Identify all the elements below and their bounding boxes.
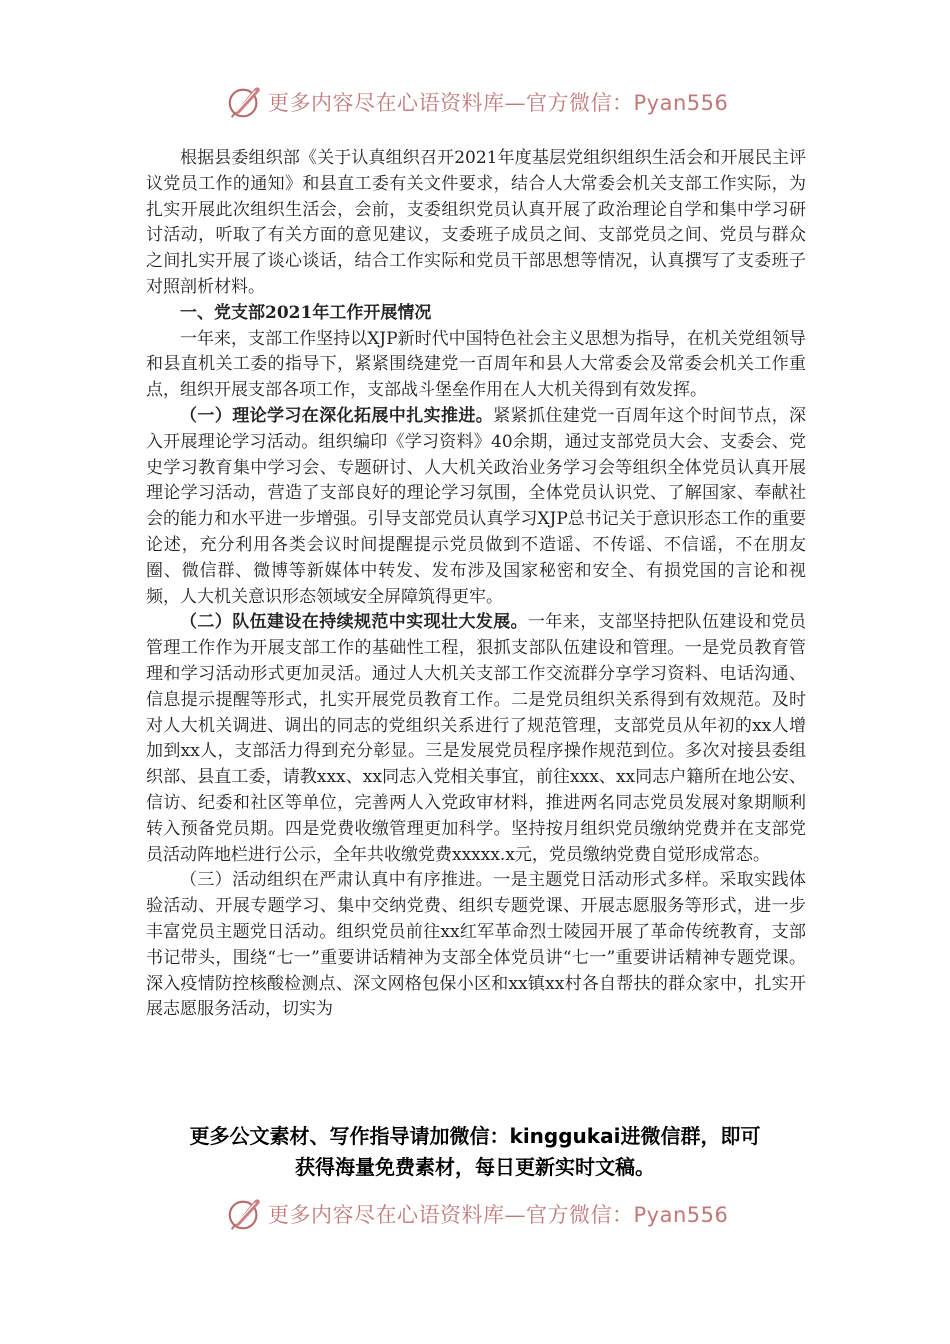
watermark-text: 更多内容尽在心语资料库—官方微信：Pyan556 [268, 1203, 729, 1227]
team-building-lead: （二）队伍建设在持续规范中实现壮大发展。 [180, 612, 528, 633]
intro-paragraph: 根据县委组织部《关于认真组织召开2021年度基层党组织组织生活会和开展民主评议党员工作的通知》和县直工委有关文件要求，结合人大常委会机关支部工作实际，为扎实开展此次组织生活会，会前，支委组织党员认真开展了政治理论自学和集中学习研讨活动，听取了有关方面的意见建议，支委班子成员之间、支部党员之间、党员与群众之间扎实开展了谈心谈话，结合工作实际和党员干部思想等情况，认真撰写了支委班子对照剖析材料。 [146, 148, 806, 297]
watermark-text: 更多内容尽在心语资料库—官方微信：Pyan556 [268, 91, 729, 115]
quill-pen-logo-icon [226, 1195, 264, 1233]
promo-notice [120, 1121, 830, 1183]
overview-paragraph: 一年来，支部工作坚持以XJP新时代中国特色社会主义思想为指导，在机关党组领导和县直机关工委的指导下，紧紧围绕建党一百周年和县人大常委会及常委会机关工作重点，组织开展支部各项工作，支部战斗堡垒作用在人大机关得到有效发挥。 [146, 328, 806, 401]
theory-study-lead: （一）理论学习在深化拓展中扎实推进。 [180, 405, 494, 426]
theory-study-paragraph [146, 404, 806, 610]
document-body [146, 146, 806, 1023]
quill-pen-logo-icon [226, 83, 264, 121]
theory-study-body: 紧紧抓住建党一百周年这个时间节点，深入开展理论学习活动。组织编印《学习资料》40余期，通过支部党员大会、支委会、党史学习教育集中学习会、专题研讨、人大机关政治业务学习会等组织全体党员认真开展理论学习活动，营造了支部良好的理论学习氛围，全体党员认识党、了解国家、奉献社会的能力和水平进一步增强。引导支部党员认真学习XJP总书记关于意识形态工作的重要论述，充分利用各类会议时间提醒提示党员做到不造谣、不传谣、不信谣，不在朋友圈、微信群、微博等新媒体中转发、发布涉及国家秘密和安全、有损党国的言论和视频，人大机关意识形态领域安全屏障筑得更牢。 [146, 405, 807, 607]
team-building-body: 一年来，支部坚持把队伍建设和党员管理工作作为开展支部工作的基础性工程，狠抓支部队伍建设和管理。一是党员教育管理和学习活动形式更加灵活。通过人大机关支部工作交流群分享学习资料、电话沟通、信息提示提醒等形式，扎实开展党员教育工作。二是党员组织关系得到有效规范。及时对人大机关调进、调出的同志的党组织关系进行了规范管理，支部党员从年初的xx人增加到xx人，支部活力得到充分彰显。三是发展党员程序操作规范到位。多次对接县委组织部、县直工委，请教xxx、xx同志入党相关事宜，前往xxx、xx同志户籍所在地公安、信访、纪委和社区等单位，完善两人入党政审材料，推进两名同志党员发展对象期顺利转入预备党员期。四是党费收缴管理更加科学。坚持按月组织党员缴纳党费并在支部党员活动阵地栏进行公示，全年共收缴党费xxxxx.x元，党员缴纳党费自觉形成常态。 [146, 612, 806, 865]
watermark-content [226, 1194, 728, 1234]
section-heading: 一、党支部2021年工作开展情况 [180, 302, 432, 323]
promo-line-1: 更多公文素材、写作指导请加微信：kinggukai进微信群，即可 [189, 1124, 761, 1148]
watermark-footer [0, 1192, 950, 1236]
activity-paragraph: （三）活动组织在严肃认真中有序推进。一是主题党日活动形式多样。采取实践体验活动、开展专题学习、集中交纳党费、组织专题党课、开展志愿服务等形式，进一步丰富党员主题党日活动。组织党员前往xx红军革命烈士陵园开展了革命传统教育，支部书记带头，围绕“七一”重要讲话精神为支部全体党员讲“七一”重要讲话精神专题党课。深入疫情防控核酸检测点、深文网格包保小区和xx镇xx村各自帮扶的群众家中，扎实开展志愿服务活动，切实为 [146, 870, 806, 1020]
promo-line-2: 获得海量免费素材，每日更新实时文稿。 [295, 1155, 655, 1179]
watermark-header [0, 80, 950, 124]
watermark-content [226, 82, 728, 122]
team-building-paragraph [146, 610, 806, 868]
